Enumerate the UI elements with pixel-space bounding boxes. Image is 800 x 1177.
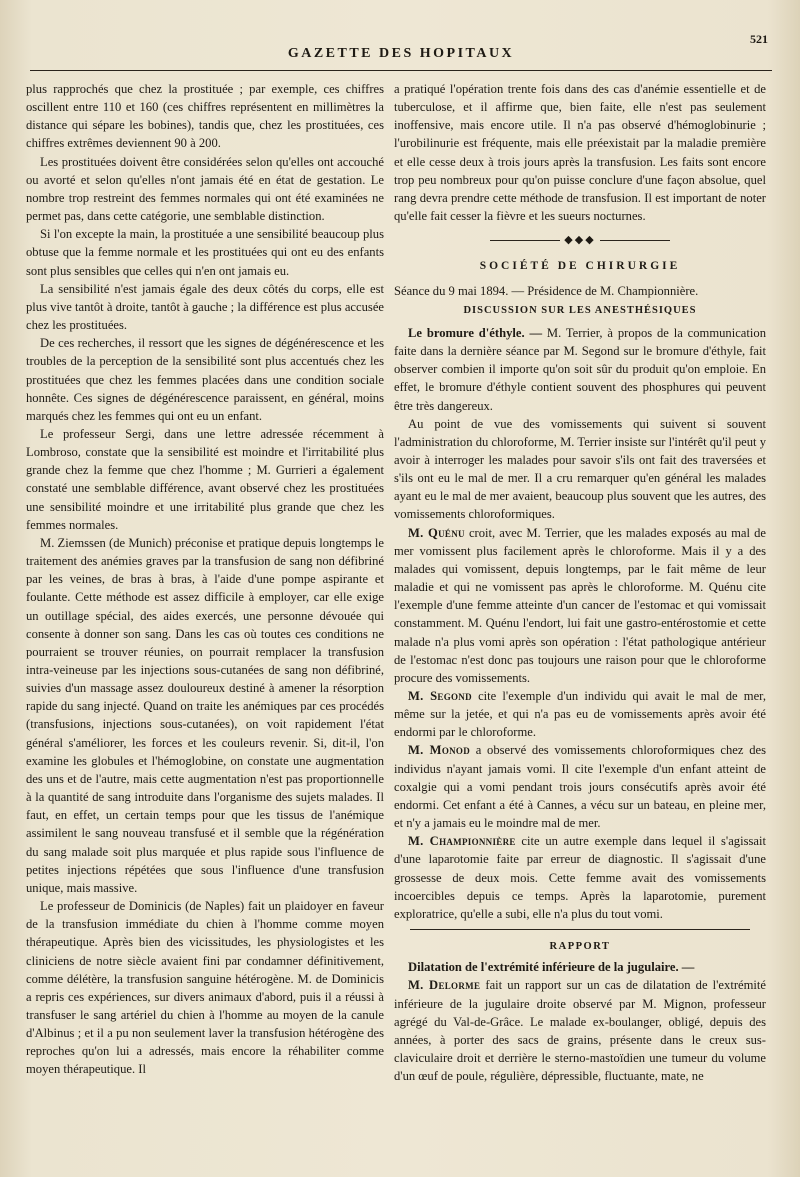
paragraph-text: croit, avec M. Terrier, que les malades exposés au mal de mer vomissent plus facilement après le chloroforme. Mais il y a des malades qui vomissent, depuis longtemps, par le fait même de leur maladie et qui ne vomissent pas après le chloroforme. M. Quénu cite l'exemple d'une femme atteinte d'un cancer de l'estomac et qui vomissait constamment. M. Quénu l'endort, lui fait une gastro-entérostomie et cette malade n'a plus vomi après son opération : l'état pathologique antérieur de l'estomac n'est donc pas toujours une raison pour que le chloroforme procure des vomissements. [394, 525, 766, 685]
rapport-paragraphs [394, 958, 766, 1085]
paragraph-lead: Dilatation de l'extrémité inférieure de la jugulaire. — [408, 960, 695, 975]
page-number: 521 [750, 32, 768, 46]
journal-title: GAZETTE DES HOPITAUX [287, 46, 515, 61]
intro-paragraph: a pratiqué l'opération trente fois dans des cas d'anémie essentielle et de tuberculose, et il affirme que, bien faite, elle n'est pas seulement inoffensive, mais encore utile. Il n'a pas observé d'hémoglobinurie ; l'urobilinurie est fréquente, mais elle préexistait par la maladie première et elle cesse deux à trois jours après la transfusion. Les faits sont encore trop peu nombreux pour qu'on puisse conclure d'une façon absolue, quel rang devra prendre cette méthode de transfusion. Il est important de noter qu'elle fait cesser la fièvre et les sueurs nocturnes. [394, 82, 766, 224]
paragraph-lead: M. Delorme [408, 978, 481, 993]
paragraph-lead: M. Monod [408, 743, 471, 758]
seance-line: Séance du 9 mai 1894. — Présidence de M. Championnière. [394, 283, 699, 298]
paragraph [394, 976, 766, 1085]
paragraph-lead: M. Championnière [408, 834, 516, 849]
paragraph-text: Au point de vue des vomissements qui suivent si souvent l'administration du chloroforme, M. Terrier insiste sur l'intérêt qu'il peut y avoir à interroger les malades pour savoir s'ils ont fait des traversées et s'ils ont eu le mal de mer. Il a cru remarquer qu'en général les malades ayant eu le mal de mer avaient, beaucoup plus souvent que les autres, des vomissements chloroformiques. [394, 416, 766, 522]
paragraph [394, 524, 766, 687]
paragraph [394, 832, 766, 923]
paragraph: La sensibilité n'est jamais égale des deux côtés du corps, elle est plus vive tantôt à droite, tantôt à gauche ; la différence est plus accusée chez les prostituées. [26, 281, 384, 333]
paragraph-text: a observé des vomissements chloroformiques chez des individus n'ayant jamais vomi. Il cite l'exemple d'un enfant atteint de coxalgie qui a vomi pendant trois jours consécutifs après avoir été endormi. Cet enfant a été à Cannes, a vécu sur un bateau, en pleine mer, et n'y a jamais eu le moindre mal de mer. [394, 743, 766, 831]
paragraph: Le professeur de Dominicis (de Naples) fait un plaidoyer en faveur de la transfusion immédiate du chien à l'homme comme moyen thérapeutique. Après bien des vicissitudes, les physiologistes et les cliniciens de notre siècle avaient fini par condamner définitivement, comme délétère, la transfusion sanguine hétérogène. M. de Dominicis a repris ces expériences, sur divers animaux d'abord, puis il a réussi à transfuser le sang artériel du chien à l'homme au moyen de la canule d'Albinus ; et il a pu non seulement laver la transfusion hétérogène des reproches qu'on lui a adressés, mais encore la réhabiliter comme moyen thérapeutique. Il [26, 899, 384, 1077]
right-column [394, 80, 766, 1085]
page-header [30, 32, 772, 71]
paragraph-lead: M. Segond [408, 689, 472, 703]
subsection-title: DISCUSSION SUR LES ANESTHÉSIQUES [463, 304, 697, 316]
section-title: SOCIÉTÉ DE CHIRURGIE [479, 260, 681, 273]
paragraph: Les prostituées doivent être considérées selon qu'elles ont accouché ou avorté et selon qu'elles n'ont jamais été en état de gestation. Le nombre trop restreint des femmes normales qui ont été examinées ne permet pas, dans cette catégorie, une semblable distinction. [26, 154, 384, 224]
paragraph: Le professeur Sergi, dans une lettre adressée récemment à Lombroso, constate que la sensibilité est moindre et l'irritabilité plus grande chez la femme que chez l'homme ; M. Gurrieri a également constaté une semblable différence, avant observé chez les prostituées une sensibilité moindre et une irritabilité plus grande que chez les femmes normales. [26, 426, 384, 532]
paragraph [394, 415, 766, 524]
paragraph [394, 324, 766, 415]
paragraph-lead: Le bromure d'éthyle. — [408, 325, 543, 340]
paragraph-text: fait un rapport sur un cas de dilatation de l'extrémité inférieure de la jugulaire droite observé par M. Mignon, professeur agrégé du Val-de-Grâce. Le malade ex-boulanger, obligé, depuis des années, à porter des sacs de grains, présente dans le creux sus-claviculaire droit et derrière le sterno-mastoïdien une tumeur du volume d'un œuf de poule, régulière, dépressible, fluctuante, mate, ne [394, 978, 766, 1084]
paragraph [394, 741, 766, 832]
paragraph-text: cite un autre exemple dans lequel il s'agissait d'une laparotomie faite par erreur de diagnostic. Il s'agissait d'une grossesse de deux mois. Cette femme avait des vomissements incoercibles depuis ce temps. Après la laparotomie, purement exploratrice, qu'elle a subi, elle n'a plus du tout vomi. [394, 834, 766, 921]
paragraph: M. Ziemssen (de Munich) préconise et pratique depuis longtemps le traitement des anémies graves par la transfusion de sang non défibriné par les veines, de bras à bras, à l'aide d'une pompe aspirante et foulante. Cette méthode est assez difficile à employer, car elle exige un outillage spécial, des aides exercés, une personne dévouée qui consente à donner son sang. Dans les cas où toutes ces conditions ne pourraient se trouver réunies, on pourrait remplacer la transfusion intra-veineuse par les injections sous-cutanées de sang non défibriné, suivies d'un massage assez douloureux destiné à amener la résorption rapide du sang injecté. Quand on traite les anémiques par ces procédés (transfusions, injections sous-cutanées), on voit rapidement l'état général s'améliorer, les forces et les couleurs revenir. Si, dit-il, l'on examine les globules et l'hémoglobine, on constate une augmentation des uns et de l'autre, mais cette augmentation n'est pas proportionnelle à la quantité de sang introduite dans l'organisme des sujets malades. Il faut, en effet, un certain temps pour que les tissus de l'anémique assimilent le sang nouveau transfusé et il semble que la régénération du sang malade soit plus marquée et plus rapide sous l'influence de petites injections répétées que sous l'influence d'une transfusion unique, mais massive. [26, 535, 384, 895]
paragraph: Si l'on excepte la main, la prostituée a une sensibilité beaucoup plus obtuse que la femme normale et les prostituées qui ont eu des enfants sont plus sensibles que celles qui n'en ont jamais eu. [26, 227, 384, 278]
left-column [26, 80, 384, 1079]
discussion-paragraphs [394, 324, 766, 923]
paragraph [394, 958, 766, 976]
rapport-divider [410, 929, 750, 930]
paragraph: De ces recherches, il ressort que les signes de dégénérescence et les troubles de la perception de la sensibilité sont plus accentués chez les prostituées que chez les femmes placées dans une condition sociale honnête. Ces signes de dégénérescence paraissent, en général, moins marqués chez les femmes qui ont eu un enfant. [26, 336, 384, 423]
paragraph-text: M. Terrier, à propos de la communication faite dans la dernière séance par M. Segond sur le bromure d'éthyle, fait observer combien il importe qu'on soit sûr du produit qu'on emploie. En effet, le bromure d'éthyle contient souvent des phosphures qui peuvent être très dangereux. [394, 325, 766, 413]
paragraph: plus rapprochés que chez la prostituée ; par exemple, ces chiffres oscillent entre 110 et 160 (ces chiffres représentent en millimètres la distance qui sépare les bobines), tandis que, chez les prostituées, ces chiffres extrêmes deviennent 90 à 200. [26, 82, 384, 151]
rapport-title: RAPPORT [549, 941, 611, 953]
section-divider: ◆◆◆ [394, 231, 766, 249]
paragraph-lead: M. Quénu [408, 525, 465, 540]
paragraph-text: cite l'exemple d'un individu qui avait le mal de mer, même sur la jetée, et qui n'a pas eu de vomissements après avoir été endormi par le chloroforme. [394, 689, 766, 740]
paragraph [394, 687, 766, 741]
